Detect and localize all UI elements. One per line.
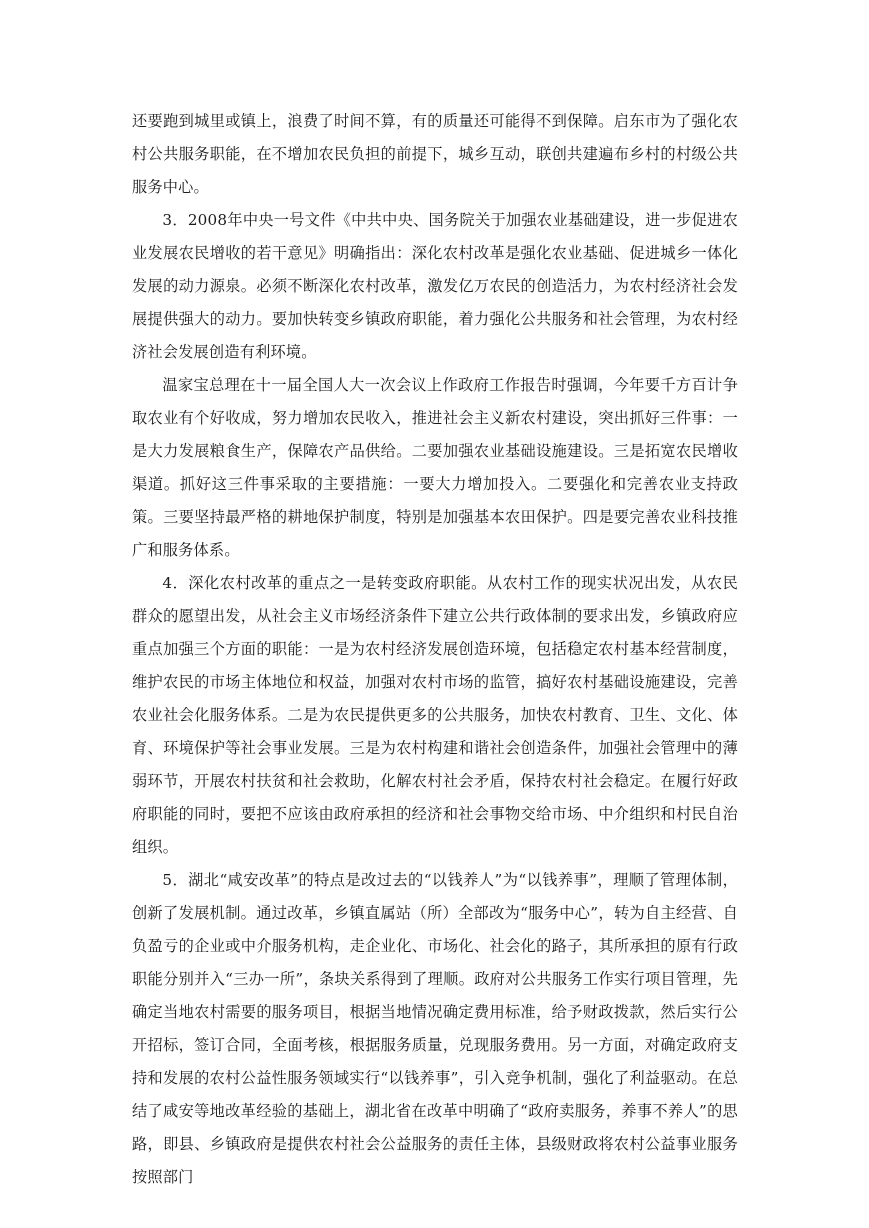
paragraph-item-5: 5．湖北“咸安改革”的特点是改过去的“以钱养人”为“以钱养事”，理顺了管理体制，创新了发展机制。通过改革，乡镇直属站（所）全部改为“服务中心”，转为自主经营、自负盈亏的企业或中介服务机构，走企业化、市场化、社会化的路子，其所承担的原有行政职能分别并入“三办一所”，条块关系得到了理顺。政府对公共服务工作实行项目管理，先确定当地农村需要的服务项目，根据当地情况确定费用标准，给予财政拨款，然后实行公开招标，签订合同，全面考核，根据服务质量，兑现服务费用。另一方面，对确定政府支持和发展的农村公益性服务领域实行“以钱养事”，引入竞争机制，强化了利益驱动。在总结了咸安等地改革经验的基础上，湖北省在改革中明确了“政府卖服务，养事不养人”的思路，即县、乡镇政府是提供农村社会公益服务的责任主体，县级财政将农村公益事业服务按照部门 xyxy=(132,871,738,1186)
paragraph-item-3: 3．2008年中央一号文件《中共中央、国务院关于加强农业基础建设，进一步促进农业发展农民增收的若干意见》明确指出：深化农村改革是强化农业基础、促进城乡一体化发展的动力源泉。必须不断深化农村改革，激发亿万农民的创造活力，为农村经济社会发展提供强大的动力。要加快转变乡镇政府职能，着力强化公共服务和社会管理，为农村经济社会发展创造有利环境。 xyxy=(132,211,738,361)
paragraph-premier-report: 温家宝总理在十一届全国人大一次会议上作政府工作报告时强调，今年要千方百计争取农业有个好收成，努力增加农民收入，推进社会主义新农村建设，突出抓好三件事：一是大力发展粮食生产，保障农产品供给。二要加强农业基础设施建设。三是拓宽农民增收渠道。抓好这三件事采取的主要措施：一要大力增加投入。二要强化和完善农业支持政策。三要坚持最严格的耕地保护制度，特别是加强基本农田保护。四是要完善农业科技推广和服务体系。 xyxy=(132,376,738,559)
document-page xyxy=(132,105,738,1194)
paragraph-item-4: 4．深化农村改革的重点之一是转变政府职能。从农村工作的现实状况出发，从农民群众的愿望出发，从社会主义市场经济条件下建立公共行政体制的要求出发，乡镇政府应重点加强三个方面的职能：一是为农村经济发展创造环境，包括稳定农村基本经营制度，维护农民的市场主体地位和权益，加强对农村市场的监管，搞好农村基础设施建设，完善农业社会化服务体系。二是为农民提供更多的公共服务，加快农村教育、卫生、文化、体育、环境保护等社会事业发展。三是为农村构建和谐社会创造条件，加强社会管理中的薄弱环节，开展农村扶贫和社会救助，化解农村社会矛盾，保持农村社会稳定。在履行好政府职能的同时，要把不应该由政府承担的经济和社会事物交给市场、中介组织和村民自治组织。 xyxy=(132,574,738,856)
paragraph-continuation: 还要跑到城里或镇上，浪费了时间不算，有的质量还可能得不到保障。启东市为了强化农村公共服务职能，在不增加农民负担的前提下，城乡互动，联创共建遍布乡村的村级公共服务中心。 xyxy=(132,112,738,196)
